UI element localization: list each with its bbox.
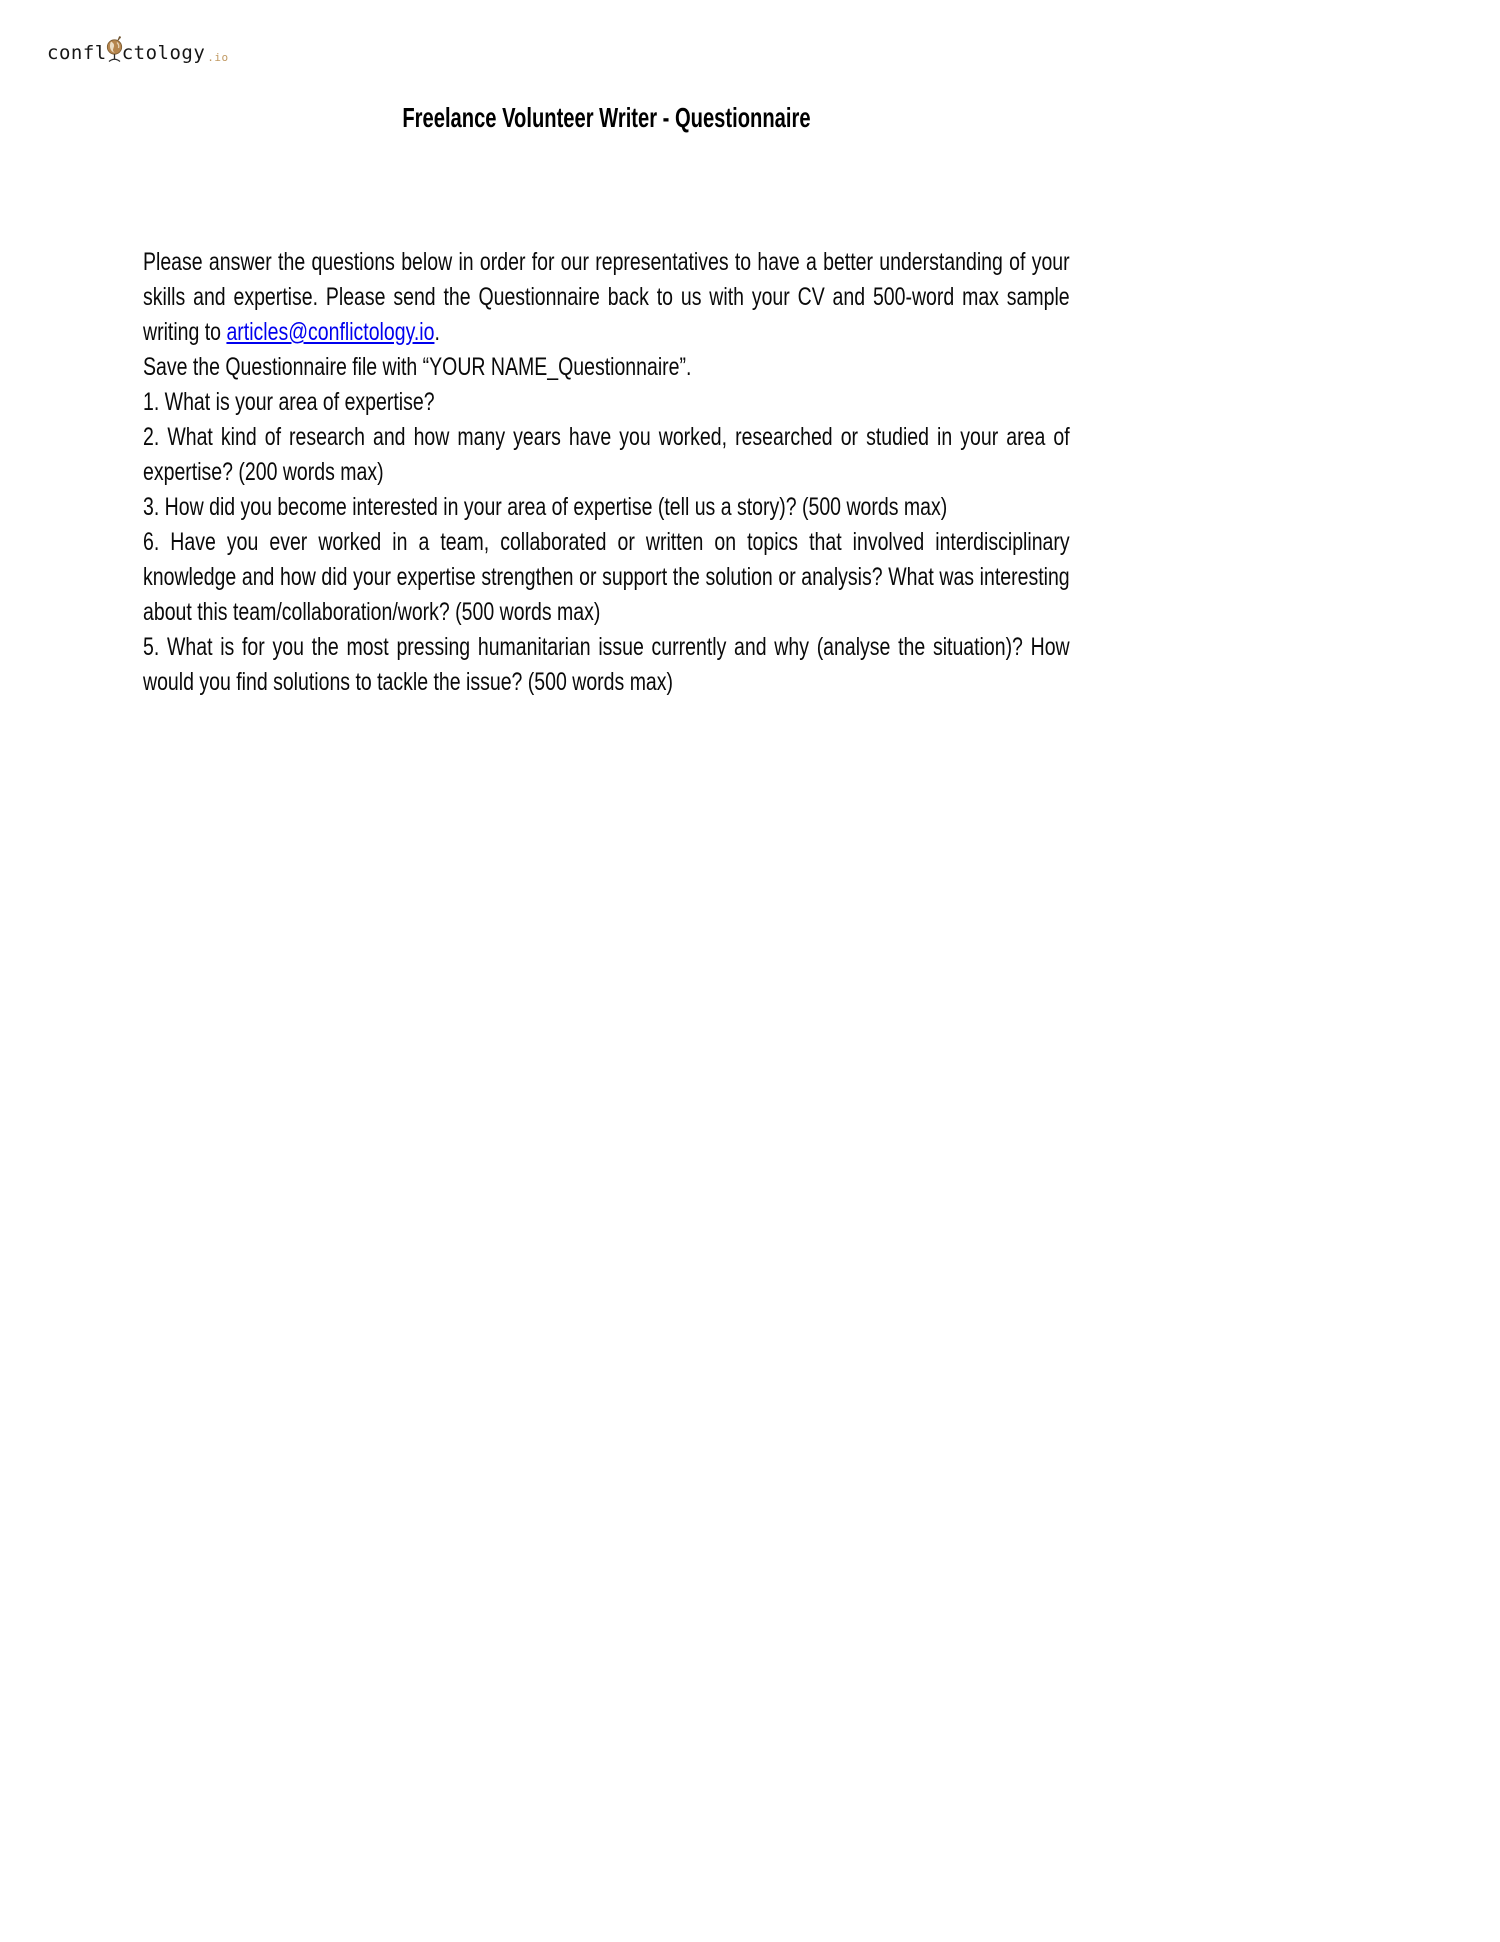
document-body: [143, 245, 1070, 700]
intro-text: Please answer the questions below in order for our representatives to have a better understanding of your skills and expertise. Please send the Questionnaire back to us with your CV and 500-word max sample writing to: [143, 248, 1070, 346]
question-6: 6. Have you ever worked in a team, collaborated or written on topics that involved interdisciplinary knowledge and how did your expertise strengthen or support the solution or analysis? What was interesting about this team/collaboration/work? (500 words max): [143, 528, 1070, 626]
logo-tld: .io: [207, 51, 229, 64]
email-link[interactable]: articles@conflictology.io: [226, 318, 435, 346]
logo: [47, 36, 229, 66]
page-title: [143, 100, 1070, 135]
intro-paragraph: [143, 245, 1070, 385]
question-3: 3. How did you become interested in your area of expertise (tell us a story)? (500 words max): [143, 493, 948, 521]
save-instruction: Save the Questionnaire file with “YOUR NAME_Questionnaire”.: [143, 353, 692, 381]
logo-text-prefix: confl: [47, 42, 107, 64]
question-2: 2. What kind of research and how many years have you worked, researched or studied in your area of expertise? (200 words max): [143, 423, 1070, 486]
intro-text-after: .: [434, 318, 440, 346]
question-5: 5. What is for you the most pressing humanitarian issue currently and why (analyse the situation)? How would you find solutions to tackle the issue? (500 words max): [143, 633, 1070, 696]
question-1: 1. What is your area of expertise?: [143, 388, 435, 416]
globe-icon: [106, 36, 123, 67]
logo-text-suffix: ctology: [121, 42, 206, 64]
page-title-text: Freelance Volunteer Writer - Questionnaire: [402, 102, 811, 133]
